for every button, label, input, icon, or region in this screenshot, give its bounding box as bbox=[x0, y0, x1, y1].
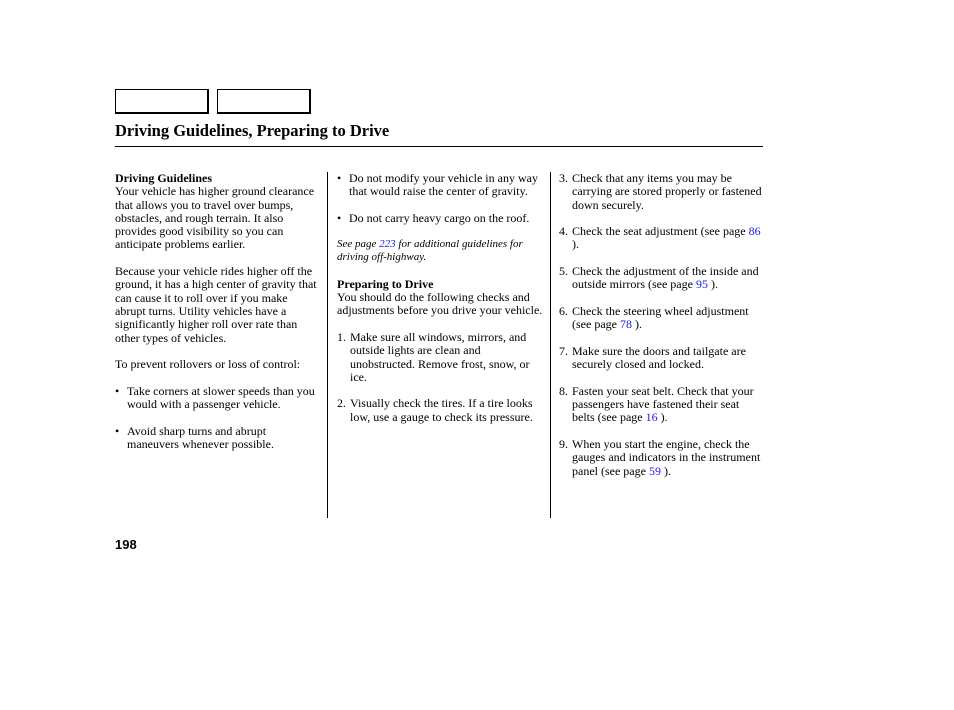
item-text: Visually check the tires. If a tire looks low, use a gauge to check its pressure. bbox=[350, 396, 533, 424]
item-number: 7. bbox=[559, 343, 568, 358]
page-title: Driving Guidelines, Preparing to Drive bbox=[115, 121, 390, 140]
page-link-59[interactable]: 59 bbox=[648, 463, 661, 478]
item-number: 8. bbox=[559, 383, 568, 398]
item-number: 5. bbox=[559, 264, 568, 279]
off-highway-note bbox=[337, 238, 545, 264]
page-link-86[interactable]: 86 bbox=[748, 224, 761, 239]
bullet-text: Take corners at slower speeds than you would with a passenger vehicle. bbox=[127, 383, 315, 412]
paragraph-rollover-risk: Because your vehicle rides higher off the ground, it has a high center of gravity that can cause it to roll over if you make abrupt turns. Utility vehicles have a significantly higher roll over rate than other types of vehicles. bbox=[115, 264, 317, 345]
bullet-icon: • bbox=[115, 383, 120, 398]
list-item bbox=[559, 225, 763, 252]
item-text: Check that any items you may be carrying are stored properly or fastened down securely. bbox=[572, 171, 762, 212]
bullet-text: Avoid sharp turns and abrupt maneuvers whenever possible. bbox=[127, 423, 274, 451]
bullet-icon: • bbox=[337, 171, 342, 185]
item-number: 3. bbox=[559, 171, 568, 185]
list-item bbox=[337, 331, 545, 384]
list-item bbox=[559, 438, 763, 478]
item-text: Check the adjustment of the inside and outside mirrors (see page 95 ). bbox=[572, 264, 759, 292]
paragraph-prevent-rollovers: To prevent rollovers or loss of control: bbox=[115, 357, 301, 372]
item-text: Make sure all windows, mirrors, and outside lights are clean and unobstructed. Remove frost, snow, or ice. bbox=[350, 329, 530, 384]
list-item bbox=[559, 265, 763, 292]
item-text: Fasten your seat belt. Check that your passengers have fastened their seat belts (see page 16 ). bbox=[572, 383, 754, 425]
item-text: Check the seat adjustment (see page 86 ). bbox=[572, 224, 761, 252]
column-preparing-to-drive bbox=[337, 172, 545, 437]
nav-button-previous[interactable] bbox=[115, 89, 209, 114]
page-link-16[interactable]: 16 bbox=[645, 410, 658, 425]
item-number: 6. bbox=[559, 303, 568, 318]
item-text: When you start the engine, check the gauges and indicators in the instrument panel (see page 59 ). bbox=[572, 436, 761, 478]
section-heading-driving-guidelines: Driving Guidelines bbox=[115, 171, 213, 185]
item-number: 2. bbox=[337, 396, 346, 411]
paragraph-ground-clearance: Your vehicle has higher ground clearance that allows you to travel over bumps, obstacles, and rough terrain. It also provides good visibility so you can anticipate problems earlier. bbox=[115, 184, 315, 252]
page-link-78[interactable]: 78 bbox=[619, 317, 632, 332]
column-divider-1 bbox=[327, 172, 328, 518]
nav-button-next[interactable] bbox=[217, 89, 311, 114]
section-heading-preparing-to-drive: Preparing to Drive bbox=[337, 276, 434, 291]
page-number: 198 bbox=[115, 537, 137, 552]
list-item bbox=[115, 385, 320, 412]
bullet-icon: • bbox=[115, 423, 120, 438]
note-text-before: See page bbox=[337, 238, 380, 251]
item-number: 4. bbox=[559, 224, 568, 239]
column-driving-guidelines bbox=[115, 172, 320, 465]
paragraph-checks-intro: You should do the following checks and adjustments before you drive your vehicle. bbox=[337, 290, 543, 318]
item-text: Check the steering wheel adjustment (see page 78 ). bbox=[572, 303, 749, 332]
title-divider bbox=[115, 146, 763, 147]
list-item bbox=[559, 305, 763, 332]
bullet-icon: • bbox=[337, 210, 342, 225]
column-divider-2 bbox=[550, 172, 551, 518]
list-item bbox=[559, 345, 763, 372]
page-link-223[interactable]: 223 bbox=[379, 238, 396, 251]
item-number: 1. bbox=[337, 329, 346, 344]
list-item bbox=[559, 385, 763, 425]
item-number: 9. bbox=[559, 436, 568, 451]
list-item bbox=[559, 172, 763, 212]
list-item bbox=[337, 212, 545, 225]
bullet-text: Do not modify your vehicle in any way that would raise the center of gravity. bbox=[349, 171, 538, 199]
note-text-after: for additional guidelines for driving off-highway. bbox=[337, 238, 523, 264]
list-item bbox=[337, 397, 545, 424]
item-text: Make sure the doors and tailgate are securely closed and locked. bbox=[572, 343, 746, 372]
list-item bbox=[337, 172, 545, 199]
bullet-text: Do not carry heavy cargo on the roof. bbox=[349, 210, 530, 225]
page-link-95[interactable]: 95 bbox=[695, 277, 708, 292]
list-item bbox=[115, 425, 320, 452]
column-checklist-continued bbox=[559, 172, 763, 491]
